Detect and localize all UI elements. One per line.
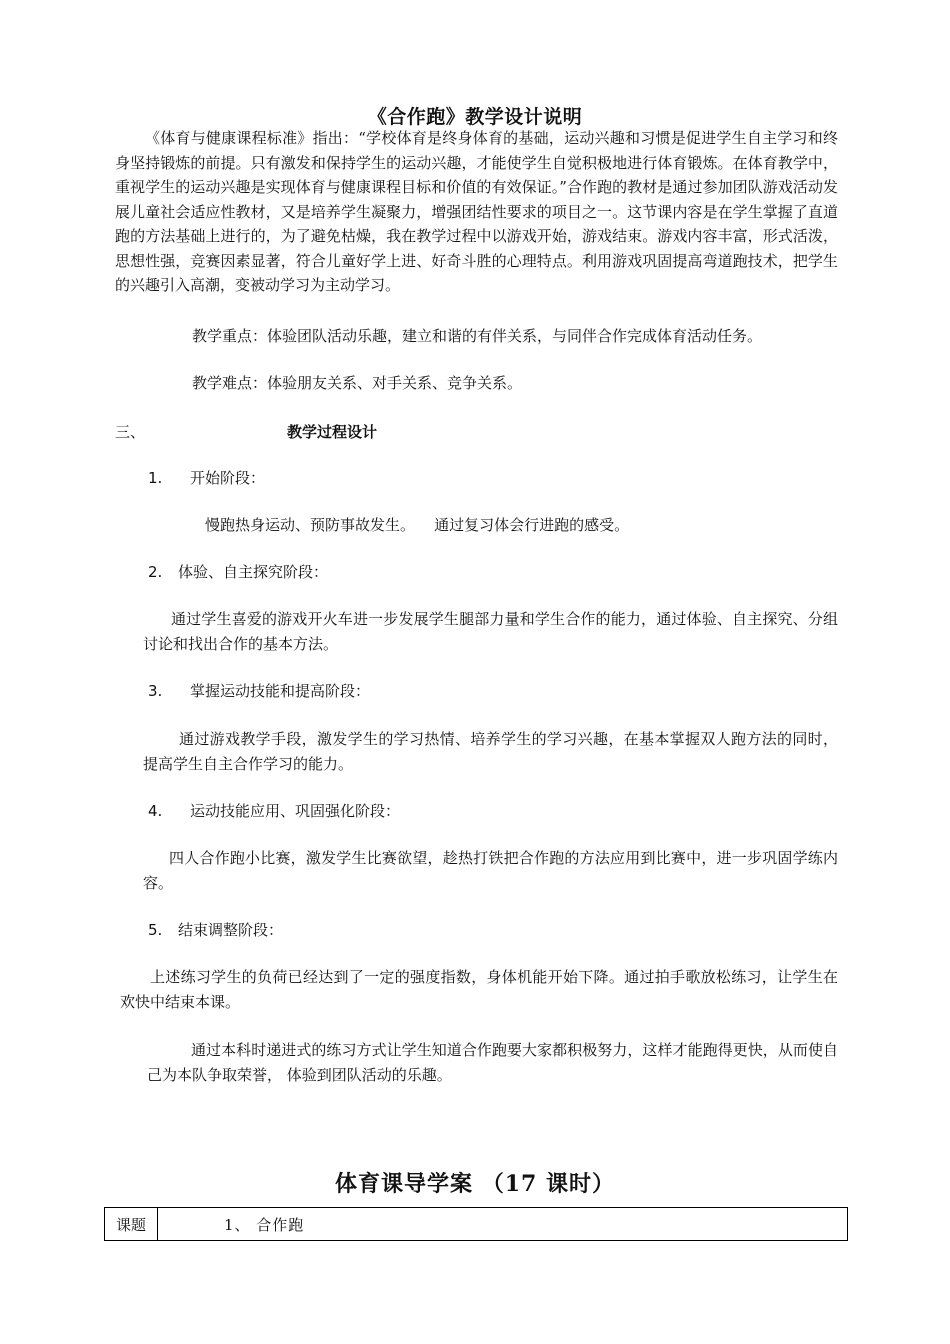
section-title: 教学过程设计: [287, 423, 378, 441]
stage-content: 通过学生喜爱的游戏开火车进一步发展学生腿部力量和学生合作的能力，通过体验、自主探究、分组讨论和找出合作的基本方法。: [143, 610, 838, 653]
stage-title: 掌握运动技能和提高阶段：: [190, 682, 371, 700]
stage-heading: [148, 800, 162, 822]
table-row: [105, 1208, 848, 1241]
stage-number: 2.: [148, 563, 163, 581]
conclusion-paragraph: 通过本科时递进式的练习方式让学生知道合作跑要大家都积极努力，这样才能跑得更快，从而使自己为本队争取荣誉， 体验到团队活动的乐趣。: [147, 1041, 838, 1084]
stage-number: 1.: [148, 469, 163, 487]
intro-paragraph: 《体育与健康课程标准》指出：“学校体育是终身体育的基础，运动兴趣和习惯是促进学生自主学习和终身坚持锻炼的前提。只有激发和保持学生的运动兴趣，才能使学生自觉积极地进行体育锻炼。在体育教学中，重视学生的运动兴趣是实现体育与健康课程目标和价值的有效保证。”合作跑的教材是通过参加团队游戏活动发展儿童社会适应性教材，又是培养学生凝聚力，增强团结性要求的项目之一。这节课内容是在学生掌握了直道跑的方法基础上进行的，为了避免枯燥，我在教学过程中以游戏开始，游戏结束。游戏内容丰富，形式活泼，思想性强，竞赛因素显著，符合儿童好学上进、好奇斗胜的心理特点。利用游戏巩固提高弯道跑技术，把学生的兴趣引入高潮，变被动学习为主动学习。: [115, 129, 838, 294]
stage-content: 通过游戏教学手段，激发学生的学习热情、培养学生的学习兴趣，在基本掌握双人跑方法的同时，提高学生自主合作学习的能力。: [143, 730, 838, 773]
document-title: 《合作跑》教学设计说明: [367, 106, 583, 128]
lesson-plan-title: 体育课导学案 （17 课时）: [335, 1171, 615, 1197]
lesson-value-cell: 1、 合作跑: [158, 1208, 848, 1241]
stage-content: 慢跑热身运动、预防事故发生。 通过复习体会行进跑的感受。: [205, 516, 630, 534]
section-number: 三、: [115, 423, 146, 441]
section-heading: [115, 421, 145, 443]
teaching-difficulty: 教学难点：体验朋友关系、对手关系、竞争关系。: [192, 374, 523, 392]
stage-heading: [148, 919, 162, 941]
stage-title: 运动技能应用、巩固强化阶段：: [190, 802, 401, 820]
stage-content: 上述练习学生的负荷已经达到了一定的强度指数，身体机能开始下降。通过拍手歌放松练习，让学生在欢快中结束本课。: [120, 968, 838, 1011]
stage-number: 5.: [148, 921, 163, 939]
teaching-key-point: 教学重点：体验团队活动乐趣，建立和谐的有伴关系，与同伴合作完成体育活动任务。: [192, 327, 763, 345]
stage-heading: [148, 680, 162, 702]
stage-number: 3.: [148, 682, 163, 700]
stage-title: 体验、自主探究阶段：: [178, 563, 329, 581]
stage-content: 四人合作跑小比赛，激发学生比赛欲望，趁热打铁把合作跑的方法应用到比赛中，进一步巩固学练内容。: [143, 849, 838, 892]
stage-heading: [148, 467, 162, 489]
stage-title: 开始阶段：: [190, 469, 266, 487]
lesson-label-cell: 课题: [105, 1208, 158, 1241]
lesson-table: [104, 1207, 848, 1241]
stage-title: 结束调整阶段：: [178, 921, 284, 939]
stage-number: 4.: [148, 802, 163, 820]
stage-heading: [148, 561, 162, 583]
